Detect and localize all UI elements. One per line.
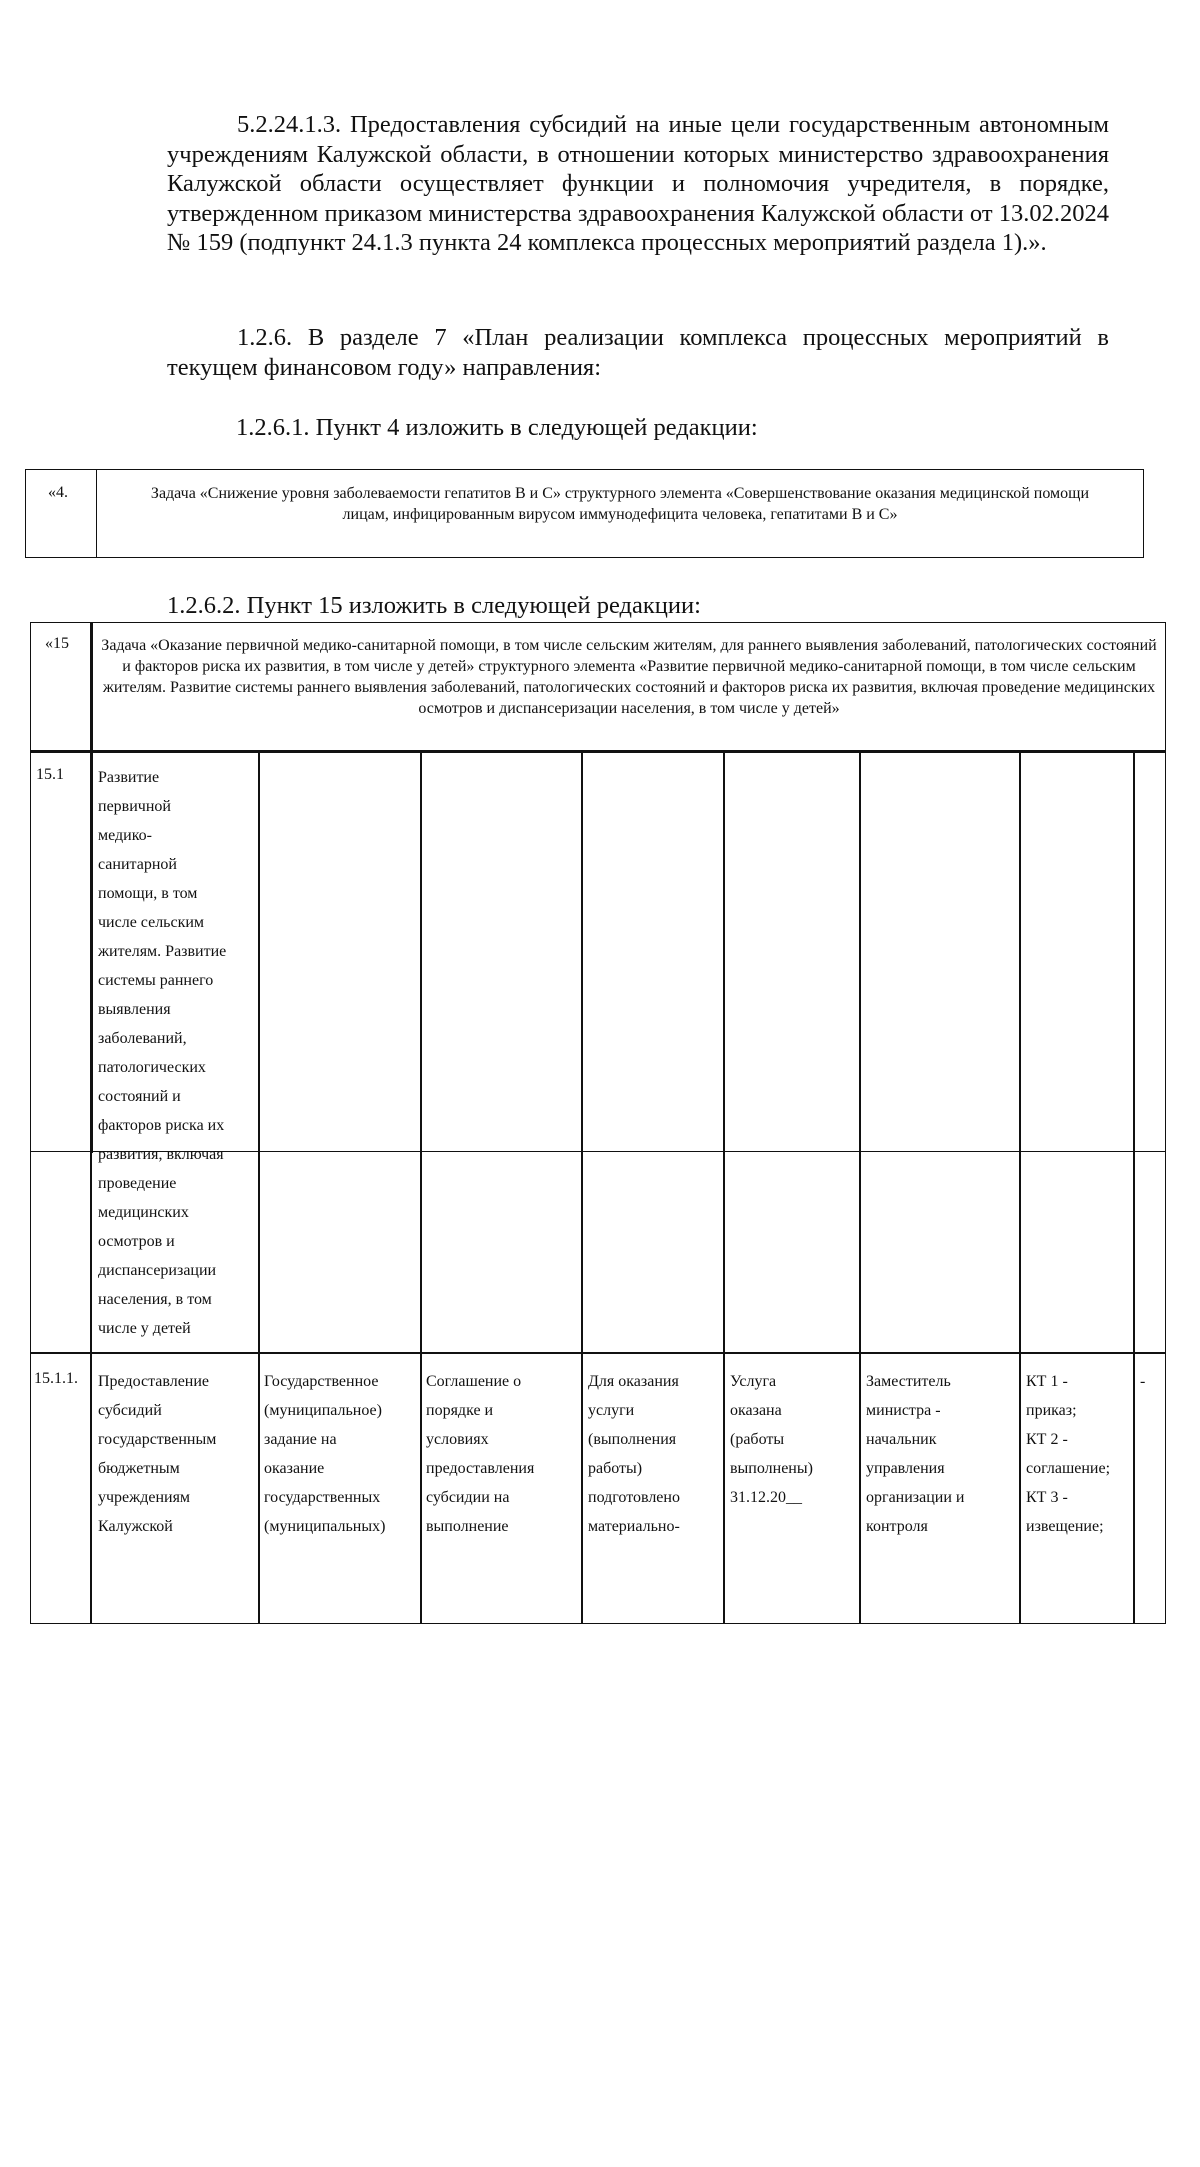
grid-line — [581, 750, 583, 1624]
row-15-1-number: 15.1 — [36, 766, 64, 783]
table-item-15-task: Задача «Оказание первичной медико-санитарной помощи, в том числе сельским жителям, для раннего выявления заболеваний, патологических состояний и факторов риска их развития, в том числе у детей» структурного элемента «Развитие первичной медико-санитарной помощи, в том числе сельским жителям. Развитие системы раннего выявления заболеваний, патологических состояний и факторов риска их развития, включая проведение медицинских осмотров и диспансеризации населения, в том числе у детей» — [101, 637, 1157, 717]
row-15-1-1-checkpoints: КТ 1 - приказ; КТ 2 - соглашение; КТ 3 - извещение; — [1026, 1373, 1111, 1535]
table-item-4-task: Задача «Снижение уровня заболеваемости гепатитов В и С» структурного элемента «Совершенствование оказания медицинской помощи лицам, инфицированным вирусом иммунодефицита человека, гепатитами В и С» — [150, 485, 1090, 523]
grid-line — [90, 622, 92, 1624]
row-15-1-1-date: Услуга оказана (работы выполнены) 31.12.20__ — [730, 1373, 813, 1506]
row-15-1-1-document: Соглашение о порядке и условиях предоставления субсидии на выполнение — [426, 1373, 535, 1535]
row-15-1-1-description: Для оказания услуги (выполнения работы) подготовлено материально- — [588, 1373, 680, 1535]
grid-line — [723, 750, 725, 1624]
row-15-1-1-number: 15.1.1. — [34, 1370, 78, 1387]
table-item-4-number: «4. — [26, 470, 97, 557]
grid-line — [30, 750, 1166, 752]
row-15-1-name: Развитие первичной медико- санитарной помощи, в том числе сельским жителям. Развитие системы раннего выявления заболеваний, патологических состояний и факторов риска их развития, включая проведение медицинских осмотров и диспансеризации населения, в том числе у детей — [98, 769, 227, 1337]
grid-line — [258, 750, 260, 1624]
table-item-4 — [25, 469, 1144, 558]
grid-line — [30, 1352, 1166, 1354]
paragraph-5-2-24-1-3: 5.2.24.1.3. Предоставления субсидий на иные цели государственным автономным учреждениям Калужской области, в отношении которых министерство здравоохранения Калужской области осуществляет функции и полномочия учредителя, в порядке, утвержденном приказом министерства здравоохранения Калужской области от 13.02.2024 № 159 (подпункт 24.1.3 пункта 24 комплекса процессных мероприятий раздела 1).». — [167, 111, 1109, 256]
grid-line — [420, 750, 422, 1624]
paragraph-1-2-6: 1.2.6. В разделе 7 «План реализации комплекса процессных мероприятий в текущем финансовом году» направления: — [167, 324, 1109, 381]
row-15-1-1-event: Предоставление субсидий государственным бюджетным учреждениям Калужской — [98, 1373, 217, 1535]
grid-line — [1019, 750, 1021, 1624]
grid-line — [859, 750, 861, 1624]
heading-1-2-6-1: 1.2.6.1. Пункт 4 изложить в следующей редакции: — [236, 414, 758, 441]
grid-line — [1133, 750, 1135, 1624]
row-15-1-1-extra: - — [1140, 1373, 1146, 1390]
table-item-15-number: «15 — [45, 635, 69, 652]
row-15-1-1-result: Государственное (муниципальное) задание на оказание государственных (муниципальных) — [264, 1373, 386, 1535]
row-15-1-1-responsible: Заместитель министра - начальник управления организации и контроля — [866, 1373, 965, 1535]
heading-1-2-6-2: 1.2.6.2. Пункт 15 изложить в следующей редакции: — [167, 592, 701, 619]
